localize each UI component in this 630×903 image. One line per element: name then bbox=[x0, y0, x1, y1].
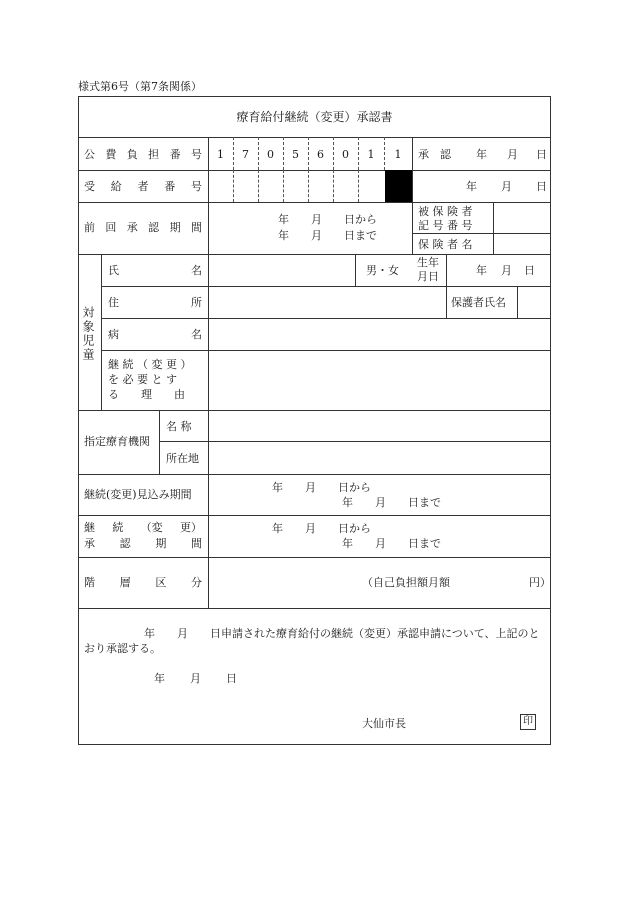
seal-mark: 印 bbox=[520, 714, 536, 730]
guardian-name-label: 保護者氏名 bbox=[451, 296, 506, 309]
approved-period-label-1: 継 続 （変 更） bbox=[84, 521, 202, 534]
public-number-digit: 7 bbox=[242, 148, 249, 161]
row-divider bbox=[78, 170, 551, 171]
col-divider bbox=[208, 202, 209, 608]
row-divider bbox=[101, 318, 551, 319]
row-divider bbox=[101, 350, 551, 351]
public-number-digit: 1 bbox=[217, 148, 224, 161]
col-divider bbox=[412, 137, 413, 254]
institution-address-label: 所在地 bbox=[166, 452, 199, 465]
digit-separator bbox=[308, 170, 309, 202]
row-divider bbox=[78, 557, 551, 558]
date-year-unit: 年 bbox=[476, 148, 487, 161]
approval-statement-line2: おり承認する。 bbox=[84, 642, 161, 655]
public-number-digit: 5 bbox=[292, 148, 299, 161]
date-day-unit: 日 bbox=[226, 672, 237, 685]
expected-period-to: 年 月 日まで bbox=[342, 496, 441, 509]
approved-period-from: 年 月 日から bbox=[272, 522, 371, 535]
form-title: 療育給付継続（変更）承認書 bbox=[236, 110, 393, 124]
expected-period-from: 年 月 日から bbox=[272, 481, 371, 494]
row-divider bbox=[78, 515, 551, 516]
date-year-unit: 年 bbox=[476, 264, 487, 277]
approval-statement-line1: 年 月 日申請された療育給付の継続（変更）承認申請について、上記のと bbox=[144, 627, 540, 640]
col-divider bbox=[446, 286, 447, 318]
date-month-unit: 月 bbox=[501, 180, 512, 193]
row-divider bbox=[78, 410, 551, 411]
col-divider bbox=[355, 254, 356, 286]
tier-unit: 円） bbox=[529, 576, 551, 589]
public-number-label: 公 費 負 担 番 号 bbox=[84, 148, 202, 161]
date-month-unit: 月 bbox=[507, 148, 518, 161]
row-divider bbox=[78, 608, 551, 609]
col-divider bbox=[159, 410, 160, 474]
child-section-label: 対象児童 bbox=[81, 306, 95, 362]
insurer-name-label: 保 険 者 名 bbox=[418, 238, 473, 251]
public-number-digit: 1 bbox=[394, 148, 402, 161]
birth-label-2: 月日 bbox=[417, 270, 439, 283]
approved-period-to: 年 月 日まで bbox=[342, 537, 441, 550]
row-divider bbox=[78, 474, 551, 475]
public-number-digit: 0 bbox=[267, 148, 274, 161]
institution-name-label: 名 称 bbox=[166, 420, 192, 433]
reason-label-2: を 必 要 と す bbox=[108, 373, 177, 386]
approved-period-label-2: 承 認 期 間 bbox=[84, 537, 202, 550]
prev-period-from: 年 月 日から bbox=[278, 213, 377, 226]
digit-separator bbox=[258, 170, 259, 202]
row-divider bbox=[78, 202, 551, 203]
prev-period-label: 前 回 承 認 期 間 bbox=[84, 221, 202, 234]
reason-label-1: 継 続 （ 変 更 ） bbox=[108, 358, 192, 371]
insured-symbol-label-1: 被 保 険 者 bbox=[418, 205, 473, 218]
checkdigit-blackout bbox=[385, 170, 412, 202]
public-number-digit: 0 bbox=[342, 148, 349, 161]
row-divider bbox=[101, 286, 551, 287]
approval-date-label: 承 認 bbox=[418, 148, 451, 161]
tier-note: （自己負担額月額 bbox=[362, 576, 450, 589]
signature-mayor: 大仙市長 bbox=[362, 717, 406, 730]
reason-label-3: る 理 由 bbox=[108, 388, 185, 401]
disease-label: 病 名 bbox=[108, 328, 202, 341]
col-divider bbox=[446, 254, 447, 286]
col-divider bbox=[208, 137, 209, 202]
col-divider bbox=[101, 254, 102, 410]
address-label: 住 所 bbox=[108, 296, 202, 309]
date-month-unit: 月 bbox=[190, 672, 201, 685]
gender-choice: 男・女 bbox=[366, 264, 399, 277]
public-number-digit: 1 bbox=[367, 148, 375, 161]
date-day-unit: 日 bbox=[536, 180, 547, 193]
date-month-unit: 月 bbox=[501, 264, 512, 277]
row-divider bbox=[78, 137, 551, 138]
row-divider bbox=[159, 441, 551, 442]
col-divider bbox=[493, 202, 494, 254]
form-id: 様式第6号（第7条関係） bbox=[78, 80, 202, 93]
digit-separator bbox=[333, 170, 334, 202]
name-label: 氏 名 bbox=[108, 264, 202, 277]
digit-separator bbox=[358, 170, 359, 202]
insured-symbol-label-2: 記 号 番 号 bbox=[418, 219, 473, 232]
tier-label: 階 層 区 分 bbox=[84, 576, 202, 589]
digit-separator bbox=[233, 170, 234, 202]
row-divider bbox=[412, 233, 551, 234]
digit-separator bbox=[283, 170, 284, 202]
recipient-number-label: 受 給 者 番 号 bbox=[84, 180, 202, 193]
institution-label: 指定療育機関 bbox=[84, 435, 150, 448]
prev-period-to: 年 月 日まで bbox=[278, 229, 377, 242]
col-divider bbox=[517, 286, 518, 318]
date-year-unit: 年 bbox=[466, 180, 477, 193]
public-number-digit: 6 bbox=[317, 148, 324, 161]
date-day-unit: 日 bbox=[524, 264, 535, 277]
row-divider bbox=[78, 254, 551, 255]
date-day-unit: 日 bbox=[536, 148, 547, 161]
expected-period-label: 継続(変更)見込み期間 bbox=[84, 488, 192, 501]
birth-label-1: 生年 bbox=[417, 256, 439, 269]
date-year-unit: 年 bbox=[154, 672, 165, 685]
